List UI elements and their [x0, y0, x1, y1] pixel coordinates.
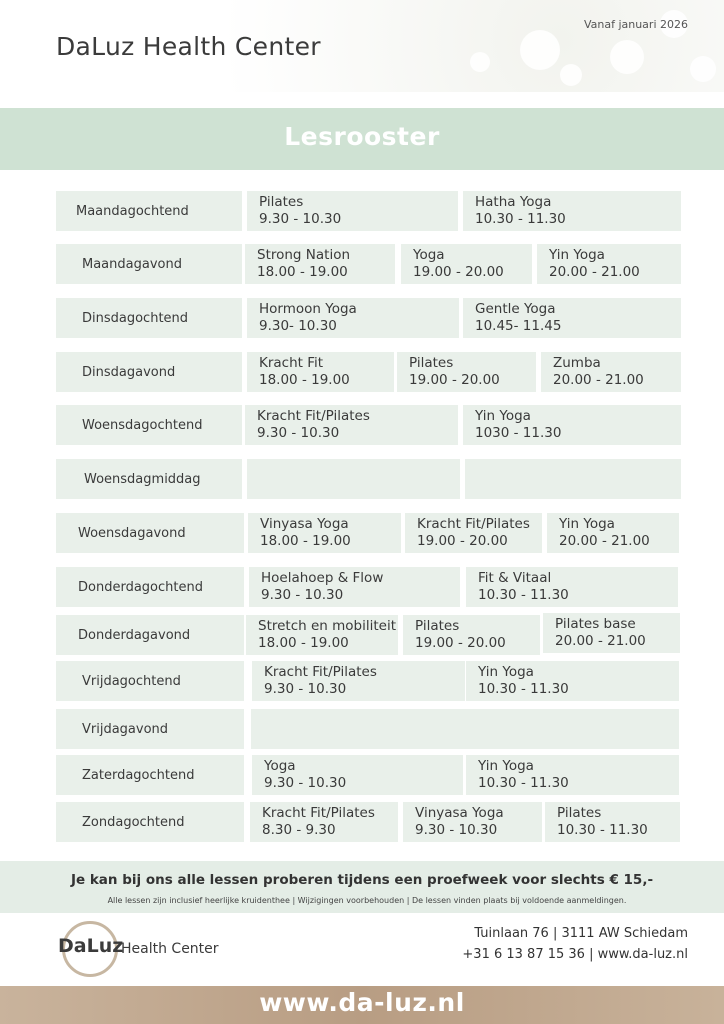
- class-cell: [251, 709, 679, 749]
- bokeh-decoration: [610, 40, 644, 74]
- class-time: 20.00 - 21.00: [553, 372, 644, 388]
- day-label: Vrijdagochtend: [82, 673, 181, 689]
- class-name: Stretch en mobiliteit: [258, 618, 397, 634]
- class-name: Kracht Fit/Pilates: [417, 516, 530, 532]
- class-time: 9.30 - 10.30: [264, 775, 347, 791]
- bokeh-decoration: [690, 56, 716, 82]
- class-cell: [252, 661, 465, 701]
- class-time: 18.00 - 19.00: [260, 533, 351, 549]
- class-cell: [466, 567, 678, 607]
- class-time: 10.30 - 11.30: [478, 681, 569, 697]
- class-cell: [401, 244, 532, 284]
- valid-from-note: Vanaf januari 2026: [583, 18, 688, 31]
- day-label: Zondagochtend: [82, 814, 185, 830]
- class-cell: [248, 513, 401, 553]
- class-name: Vinyasa Yoga: [415, 805, 504, 821]
- class-name: Strong Nation: [257, 247, 351, 263]
- bokeh-decoration: [560, 64, 582, 86]
- class-time: 19.00 - 20.00: [409, 372, 500, 388]
- class-name: Kracht Fit/Pilates: [264, 664, 377, 680]
- day-label: Woensdagavond: [78, 525, 186, 541]
- day-label: Dinsdagavond: [82, 364, 176, 380]
- day-label: Dinsdagochtend: [82, 310, 189, 326]
- day-label: Donderdagavond: [78, 627, 191, 643]
- class-cell: [250, 802, 398, 842]
- class-cell: [247, 191, 458, 231]
- class-time: 20.00 - 21.00: [559, 533, 650, 549]
- class-name: Pilates: [259, 194, 304, 210]
- class-time: 10.30 - 11.30: [478, 587, 569, 603]
- class-name: Zumba: [553, 355, 601, 371]
- class-time: 8.30 - 9.30: [262, 822, 336, 838]
- address: Tuinlaan 76 | 3111 AW Schiedam: [474, 926, 688, 941]
- schedule-title: Lesrooster: [284, 122, 440, 151]
- class-cell: [245, 244, 395, 284]
- class-cell: [245, 405, 458, 445]
- class-time: 10.30 - 11.30: [478, 775, 569, 791]
- class-name: Gentle Yoga: [475, 301, 556, 317]
- class-cell: [466, 755, 679, 795]
- class-name: Pilates base: [555, 616, 636, 632]
- class-name: Yin Yoga: [478, 664, 534, 680]
- class-cell: [541, 352, 681, 392]
- class-cell: [403, 802, 542, 842]
- class-name: Yin Yoga: [559, 516, 615, 532]
- class-cell: [247, 459, 460, 499]
- class-cell: [465, 459, 681, 499]
- class-cell: [252, 755, 463, 795]
- class-cell: [537, 244, 681, 284]
- class-time: 10.30 - 11.30: [475, 211, 566, 227]
- class-time: 9.30- 10.30: [259, 318, 337, 334]
- class-time: 19.00 - 20.00: [413, 264, 504, 280]
- class-cell: [247, 298, 459, 338]
- promo-note: Alle lessen zijn inclusief heerlijke kruidenthee | Wijzigingen voorbehouden | De lessen vinden plaats bij voldoende aanmeldingen.: [107, 896, 627, 905]
- class-time: 10.45- 11.45: [475, 318, 562, 334]
- day-label: Woensdagochtend: [82, 417, 203, 433]
- contact-line: +31 6 13 87 15 36 | www.da-luz.nl: [462, 947, 688, 962]
- class-cell: [466, 661, 679, 701]
- class-cell: [543, 613, 680, 653]
- class-name: Yin Yoga: [475, 408, 531, 424]
- class-time: 9.30 - 10.30: [257, 425, 340, 441]
- class-cell: [405, 513, 542, 553]
- class-time: 1030 - 11.30: [475, 425, 562, 441]
- class-name: Vinyasa Yoga: [260, 516, 349, 532]
- class-cell: [247, 352, 394, 392]
- day-label: Maandagochtend: [76, 203, 189, 219]
- promo-text: Je kan bij ons alle lessen proberen tijdens een proefweek voor slechts € 15,-: [70, 872, 654, 888]
- class-cell: [463, 405, 681, 445]
- day-label: Donderdagochtend: [78, 579, 203, 595]
- class-time: 20.00 - 21.00: [549, 264, 640, 280]
- class-time: 9.30 - 10.30: [259, 211, 342, 227]
- class-time: 9.30 - 10.30: [264, 681, 347, 697]
- day-label: Woensdagmiddag: [84, 471, 201, 487]
- bokeh-decoration: [470, 52, 490, 72]
- class-time: 19.00 - 20.00: [417, 533, 508, 549]
- class-name: Pilates: [409, 355, 454, 371]
- class-time: 9.30 - 10.30: [261, 587, 344, 603]
- class-name: Hoelahoep & Flow: [261, 570, 384, 586]
- class-name: Hatha Yoga: [475, 194, 552, 210]
- class-time: 20.00 - 21.00: [555, 633, 646, 649]
- class-time: 10.30 - 11.30: [557, 822, 648, 838]
- logo-text: DaLuz: [58, 935, 124, 957]
- class-name: Pilates: [415, 618, 460, 634]
- class-name: Yoga: [264, 758, 296, 774]
- day-label: Zaterdagochtend: [82, 767, 195, 783]
- class-cell: [246, 615, 398, 655]
- class-name: Pilates: [557, 805, 602, 821]
- bokeh-decoration: [520, 30, 560, 70]
- class-cell: [545, 802, 680, 842]
- class-time: 18.00 - 19.00: [257, 264, 348, 280]
- class-time: 19.00 - 20.00: [415, 635, 506, 651]
- class-name: Kracht Fit/Pilates: [262, 805, 375, 821]
- class-name: Yoga: [413, 247, 445, 263]
- class-name: Yin Yoga: [478, 758, 534, 774]
- class-cell: [463, 191, 681, 231]
- class-cell: [249, 567, 460, 607]
- day-label: Maandagavond: [82, 256, 182, 272]
- class-cell: [403, 615, 540, 655]
- class-time: 18.00 - 19.00: [258, 635, 349, 651]
- class-name: Yin Yoga: [549, 247, 605, 263]
- class-cell: [547, 513, 679, 553]
- day-label: Vrijdagavond: [82, 721, 169, 737]
- brand-title: DaLuz Health Center: [56, 32, 321, 61]
- class-name: Kracht Fit/Pilates: [257, 408, 370, 424]
- class-time: 18.00 - 19.00: [259, 372, 350, 388]
- class-name: Fit & Vitaal: [478, 570, 552, 586]
- class-cell: [397, 352, 536, 392]
- logo-subtitle: Health Center: [121, 941, 219, 957]
- footer-url[interactable]: www.da-luz.nl: [259, 988, 465, 1017]
- class-time: 9.30 - 10.30: [415, 822, 498, 838]
- class-name: Kracht Fit: [259, 355, 324, 371]
- class-cell: [463, 298, 681, 338]
- class-name: Hormoon Yoga: [259, 301, 357, 317]
